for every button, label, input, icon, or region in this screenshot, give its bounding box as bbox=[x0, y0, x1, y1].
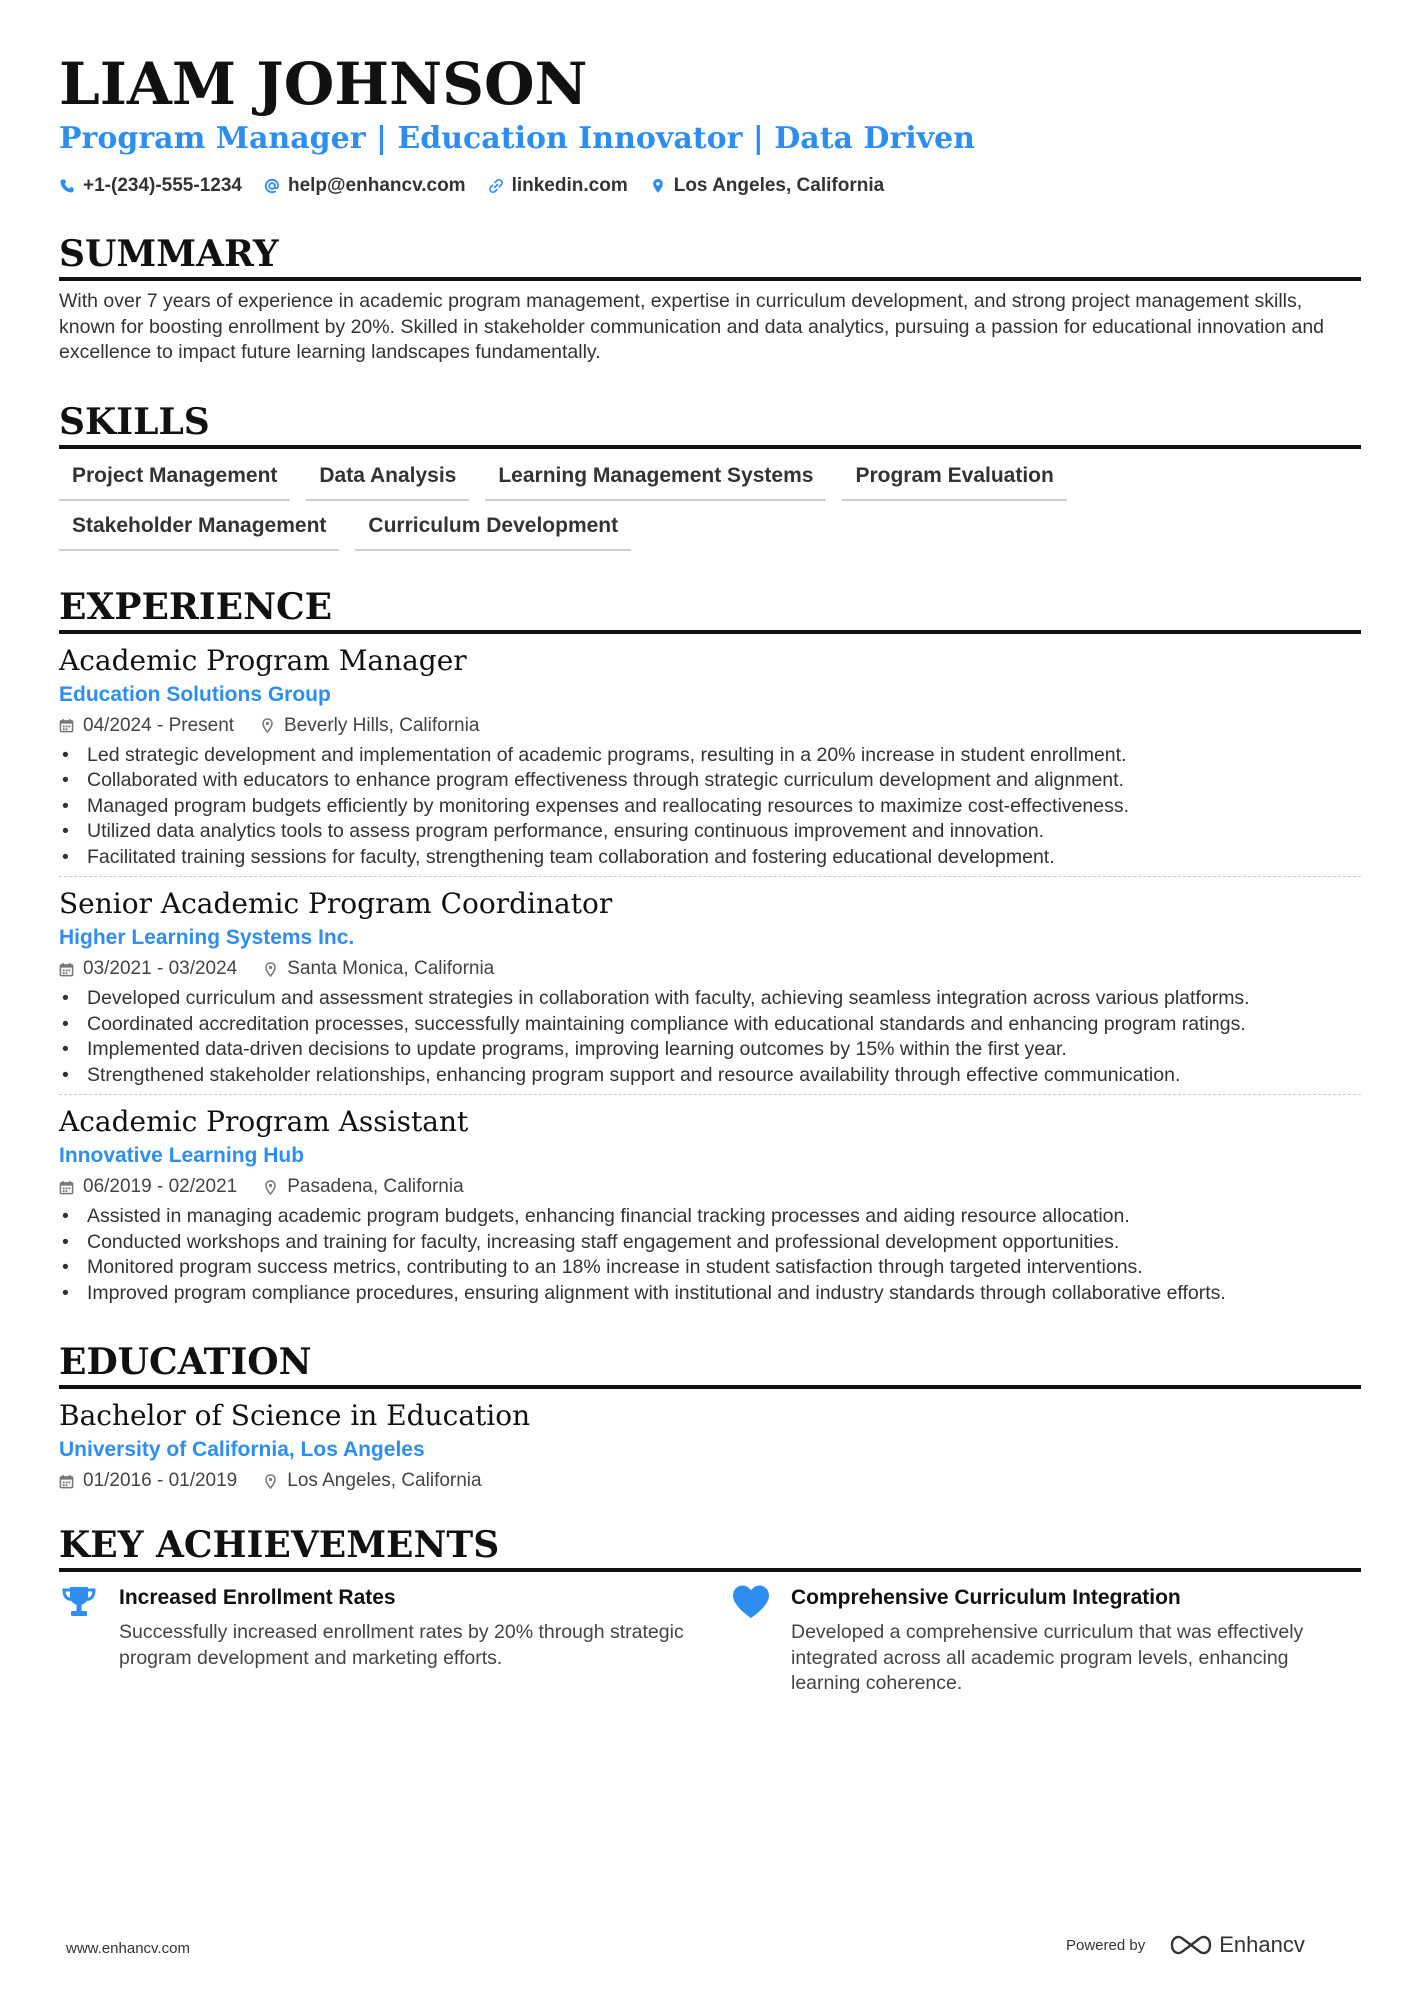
resume-page bbox=[59, 50, 1361, 1697]
experience-entry bbox=[59, 634, 1361, 877]
skill-tag: Learning Management Systems bbox=[485, 465, 826, 501]
list-item: • Assisted in managing academic program budgets, enhancing financial tracking processes and aiding resource allocation. bbox=[59, 1204, 1361, 1230]
calendar-icon bbox=[59, 962, 74, 977]
achievement-title: Increased Enrollment Rates bbox=[119, 1586, 396, 1609]
list-item: • Improved program compliance procedures, ensuring alignment with institutional and industry standards through collaborative efforts. bbox=[59, 1281, 1361, 1307]
job-location-text: Beverly Hills, California bbox=[284, 714, 480, 736]
contact-location-text: Los Angeles, California bbox=[673, 175, 885, 196]
contact-linkedin[interactable] bbox=[488, 175, 628, 197]
brand-name: Enhancv bbox=[1219, 1932, 1305, 1957]
job-dates-text: 06/2019 - 02/2021 bbox=[83, 1176, 238, 1197]
link-icon bbox=[488, 178, 504, 194]
education-section bbox=[59, 1342, 1361, 1499]
achievement-description: Successfully increased enrollment rates by 20% through strategic program development and marketing efforts. bbox=[119, 1621, 684, 1669]
contact-phone-text: +1-(234)-555-1234 bbox=[83, 175, 242, 196]
contact-email-text: help@enhancv.com bbox=[287, 175, 466, 196]
degree-title: Bachelor of Science in Education bbox=[59, 1399, 531, 1432]
experience-section bbox=[59, 587, 1361, 1313]
company-name: Innovative Learning Hub bbox=[59, 1144, 305, 1167]
education-location bbox=[263, 1469, 481, 1493]
contact-bar bbox=[59, 174, 1361, 198]
contact-location bbox=[650, 175, 884, 197]
calendar-icon bbox=[59, 1180, 74, 1195]
list-item: • Developed curriculum and assessment strategies in collaboration with faculty, achieving seamless integration across various platforms. bbox=[59, 986, 1361, 1012]
job-title: Senior Academic Program Coordinator bbox=[59, 887, 613, 920]
footer-branding bbox=[1066, 1932, 1305, 1958]
job-meta bbox=[59, 1175, 1361, 1199]
skills-heading: SKILLS bbox=[59, 402, 1361, 449]
skills-list bbox=[59, 465, 1361, 551]
skill-tag: Program Evaluation bbox=[842, 465, 1066, 501]
job-meta bbox=[59, 957, 1361, 981]
job-dates bbox=[59, 714, 234, 738]
achievement-item bbox=[59, 1584, 689, 1697]
summary-text: With over 7 years of experience in academic program management, expertise in curriculum development, and strong project management skills, known for boosting enrollment by 20%. Skilled in stakeholder communication and data analytics, pursuing a passion for educational innovation and excellence to impact future learning landscapes fundamentally. bbox=[59, 290, 1325, 363]
job-location-text: Santa Monica, California bbox=[287, 958, 495, 979]
contact-linkedin-text: linkedin.com bbox=[511, 175, 628, 196]
powered-by-label: Powered by bbox=[1066, 1936, 1146, 1954]
calendar-icon bbox=[59, 718, 74, 733]
education-dates bbox=[59, 1469, 237, 1493]
footer-website[interactable]: www.enhancv.com bbox=[66, 1940, 190, 1957]
location-pin-icon bbox=[263, 962, 278, 977]
job-location bbox=[260, 714, 479, 738]
education-meta bbox=[59, 1469, 1361, 1493]
education-dates-text: 01/2016 - 01/2019 bbox=[83, 1470, 238, 1491]
education-location-text: Los Angeles, California bbox=[287, 1470, 482, 1491]
achievements-list bbox=[59, 1584, 1361, 1697]
experience-entry bbox=[59, 1094, 1361, 1312]
achievements-heading: KEY ACHIEVEMENTS bbox=[59, 1525, 1361, 1572]
education-entry bbox=[59, 1389, 1361, 1499]
job-dates-text: 04/2024 - Present bbox=[83, 714, 235, 736]
achievements-section bbox=[59, 1525, 1361, 1697]
skills-section bbox=[59, 402, 1361, 551]
candidate-headline: Program Manager | Education Innovator | Data Driven bbox=[59, 121, 975, 156]
achievement-item bbox=[731, 1584, 1361, 1697]
list-item: • Monitored program success metrics, contributing to an 18% increase in student satisfaction through targeted interventions. bbox=[59, 1255, 1361, 1281]
summary-heading: SUMMARY bbox=[59, 234, 1361, 281]
skill-tag: Curriculum Development bbox=[355, 515, 631, 551]
list-item: • Strengthened stakeholder relationships, enhancing program support and resource availability through effective communication. bbox=[59, 1063, 1361, 1089]
list-item: • Managed program budgets efficiently by monitoring expenses and reallocating resources to maximize cost-effectiveness. bbox=[59, 794, 1361, 820]
summary-section bbox=[59, 234, 1361, 366]
list-item: • Facilitated training sessions for faculty, strengthening team collaboration and fostering educational development. bbox=[59, 845, 1361, 871]
list-item: • Utilized data analytics tools to assess program performance, ensuring continuous improvement and innovation. bbox=[59, 819, 1361, 845]
phone-icon bbox=[59, 178, 75, 194]
job-meta bbox=[59, 714, 1361, 738]
brand-logo[interactable] bbox=[1169, 1932, 1305, 1958]
achievement-title: Comprehensive Curriculum Integration bbox=[791, 1586, 1181, 1609]
job-bullets bbox=[59, 743, 1361, 871]
job-bullets bbox=[59, 986, 1361, 1088]
contact-email[interactable] bbox=[264, 175, 466, 197]
enhancv-logo-icon bbox=[1169, 1933, 1213, 1957]
list-item: • Led strategic development and implementation of academic programs, resulting in a 20% increase in student enrollment. bbox=[59, 743, 1361, 769]
job-location bbox=[263, 957, 494, 981]
achievement-description: Developed a comprehensive curriculum that was effectively integrated across all academic program levels, enhancing learning coherence. bbox=[791, 1621, 1304, 1694]
location-pin-icon bbox=[263, 1474, 278, 1489]
skill-tag: Project Management bbox=[59, 465, 290, 501]
job-dates bbox=[59, 1175, 237, 1199]
at-icon bbox=[264, 178, 280, 194]
list-item: • Conducted workshops and training for faculty, increasing staff engagement and professional development opportunities. bbox=[59, 1230, 1361, 1256]
job-title: Academic Program Assistant bbox=[59, 1105, 469, 1138]
calendar-icon bbox=[59, 1474, 74, 1489]
contact-phone[interactable] bbox=[59, 175, 242, 197]
location-pin-icon bbox=[260, 718, 275, 733]
list-item: • Collaborated with educators to enhance program effectiveness through strategic curriculum development and alignment. bbox=[59, 768, 1361, 794]
list-item: • Coordinated accreditation processes, successfully maintaining compliance with educational standards and enhancing program ratings. bbox=[59, 1012, 1361, 1038]
school-name: University of California, Los Angeles bbox=[59, 1438, 425, 1461]
list-item: • Implemented data-driven decisions to update programs, improving learning outcomes by 15% within the first year. bbox=[59, 1037, 1361, 1063]
heart-icon bbox=[731, 1584, 771, 1620]
trophy-icon bbox=[59, 1584, 99, 1620]
experience-heading: EXPERIENCE bbox=[59, 587, 1361, 634]
location-pin-icon bbox=[263, 1180, 278, 1195]
skill-tag: Stakeholder Management bbox=[59, 515, 339, 551]
candidate-name: LIAM JOHNSON bbox=[59, 50, 588, 118]
company-name: Higher Learning Systems Inc. bbox=[59, 926, 355, 949]
job-dates bbox=[59, 957, 237, 981]
job-location-text: Pasadena, California bbox=[287, 1176, 464, 1197]
education-heading: EDUCATION bbox=[59, 1342, 1361, 1389]
job-location bbox=[263, 1175, 463, 1199]
job-dates-text: 03/2021 - 03/2024 bbox=[83, 958, 238, 979]
job-title: Academic Program Manager bbox=[59, 643, 467, 677]
company-name: Education Solutions Group bbox=[59, 682, 331, 706]
job-bullets bbox=[59, 1204, 1361, 1306]
experience-entry bbox=[59, 876, 1361, 1094]
location-pin-icon bbox=[650, 178, 666, 194]
skill-tag: Data Analysis bbox=[306, 465, 469, 501]
